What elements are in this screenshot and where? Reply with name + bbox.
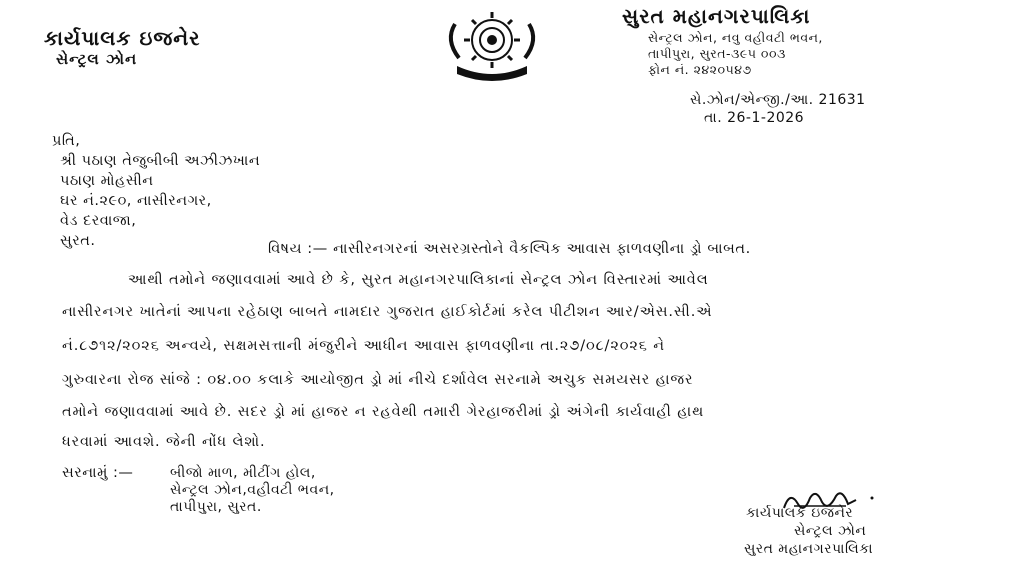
venue-line: સેન્ટ્રલ ઝોન,વહીવટી ભવન, xyxy=(170,482,335,498)
body-line: ધરવામાં આવશે. જેની નોંધ લેશો. xyxy=(62,434,266,450)
office-zone: સેન્ટ્રલ ઝોન xyxy=(56,50,138,68)
addressee-line: શ્રી પઠાણ તેજુબીબી અઝીઝખાન xyxy=(60,153,261,169)
signatory-title: કાર્યપાલક ઇજનેર xyxy=(746,505,854,521)
addressee-line: પઠાણ મોહસીન xyxy=(60,173,154,189)
letter-date: તા. 26-1-2026 xyxy=(704,110,805,126)
addressee-line: ઘર નં.૨૯૦, નાસીરનગર, xyxy=(60,193,212,209)
office-title: કાર્યપાલક ઇજનેર xyxy=(44,26,201,50)
org-phone: ફોન નં. ૨૪૨૦૫૪૭ xyxy=(648,62,752,77)
signatory-org: સુરત મહાનગરપાલિકા xyxy=(744,541,874,557)
body-line: તમોને જણાવવામાં આવે છે. સદર ડ્રો માં હાજર ન રહવેથી તમારી ગેરહાજરીમાં ડ્રો અંગેની કાર્યવાહી હાથ xyxy=(62,404,705,420)
addressee-line: વેડ દરવાજા, xyxy=(60,213,137,229)
reference-number: સે.ઝોન/એન્જી./આ. 21631 xyxy=(690,92,866,108)
org-address-line: તાપીપુરા, સુરત-૩૯૫ ૦૦૩ xyxy=(648,46,786,61)
body-line: ગુરુવારના રોજ સાંજે : ૦૪.૦૦ કલાકે આયોજીત ડ્રો માં નીચે દર્શાવેલ સરનામે અચુક સમયસર હાજર xyxy=(62,372,694,388)
addressee-line: પ્રતિ, xyxy=(52,133,81,149)
venue-line: બીજો માળ, મીટીંગ હોલ, xyxy=(170,465,316,481)
venue-line: તાપીપુરા, સુરત. xyxy=(170,499,262,515)
body-line: નાસીરનગર ખાતેનાં આપના રહેઠાણ બાબતે નામદાર ગુજરાત હાઈકોર્ટમાં કરેલ પીટીશન આર/એસ.સી.એ xyxy=(62,304,713,320)
signatory-zone: સેન્ટ્રલ ઝોન xyxy=(794,523,867,539)
subject-line: વિષય :— નાસીરનગરનાં અસરગ્રસ્તોને વૈકલ્પિક આવાસ ફાળવણીના ડ્રો બાબત. xyxy=(268,241,751,257)
body-line: નં.૮૭૧૨/૨૦૨૬ અન્વયે, સક્ષમસત્તાની મંજુરીને આધીન આવાસ ફાળવણીના તા.૨૭/૦૮/૨૦૨૬ ને xyxy=(62,338,665,354)
smc-emblem-icon xyxy=(435,6,550,86)
body-line: આથી તમોને જણાવવામાં આવે છે કે, સુરત મહાનગરપાલિકાનાં સેન્ટ્રલ ઝોન વિસ્તારમાં આવેલ xyxy=(128,272,709,288)
org-name: સુરત મહાનગરપાલિકા xyxy=(622,4,811,28)
org-address-line: સેન્ટ્રલ ઝોન, નવુ વહીવટી ભવન, xyxy=(648,30,823,45)
venue-label: સરનામું :— xyxy=(62,465,134,481)
addressee-line: સુરત. xyxy=(60,233,96,249)
